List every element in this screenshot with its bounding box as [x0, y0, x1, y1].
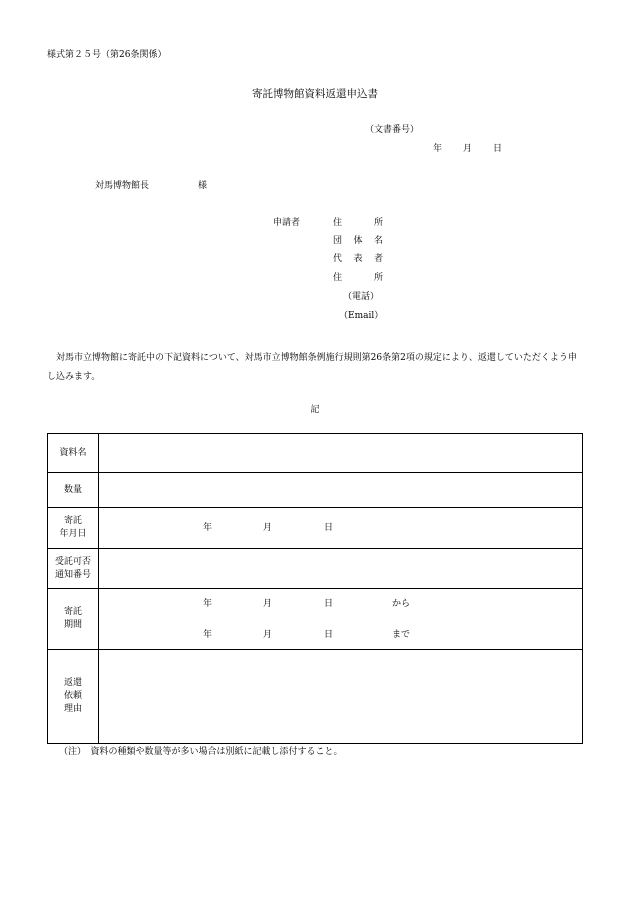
issue-date-year: 年 [433, 144, 443, 154]
return-reason-label-line: 依頼 [63, 691, 82, 701]
table-row [48, 589, 583, 650]
deposit-period-label [48, 589, 99, 650]
applicant-rep-address-char: 所 [373, 273, 383, 283]
table-row [48, 650, 583, 744]
period-to-day: 日 [324, 630, 334, 640]
period-from-day: 日 [324, 599, 334, 609]
form-number: 様式第２５号（第26条関係） [47, 50, 167, 60]
applicant-representative-char: 者 [373, 254, 383, 264]
quantity-cell[interactable] [99, 473, 583, 508]
applicant-address-field [333, 219, 383, 228]
issue-date-month: 月 [463, 144, 473, 154]
applicant-phone-label: （電話） [343, 292, 380, 302]
deposit-date-label [48, 508, 99, 549]
deposit-date-day: 日 [324, 523, 334, 533]
footnote: （注） 資料の種類や数量等が多い場合は別紙に記載し添付すること。 [59, 747, 343, 757]
notice-number-label-line: 通知番号 [54, 569, 91, 580]
period-from-month: 月 [263, 599, 273, 609]
notice-number-label-line: 受託可否 [54, 556, 91, 567]
return-request-table [47, 433, 583, 744]
material-name-cell[interactable] [99, 434, 583, 473]
document-number: （文書番号） [365, 125, 420, 135]
period-to-month: 月 [263, 630, 273, 640]
period-from-year: 年 [203, 599, 213, 609]
deposit-date-label-line: 年月日 [59, 529, 87, 539]
notice-number-label [48, 549, 99, 589]
applicant-address-char: 所 [373, 218, 383, 228]
addressee-honorific: 様 [198, 181, 208, 191]
applicant-rep-address-char: 住 [333, 273, 343, 283]
deposit-period-label-line: 期間 [63, 620, 82, 630]
applicant-org-name-char: 団 [333, 236, 343, 246]
return-reason-cell[interactable] [99, 650, 583, 744]
deposit-date-month: 月 [263, 523, 273, 533]
quantity-label: 数量 [48, 473, 99, 508]
applicant-representative-char: 代 [333, 254, 343, 264]
deposit-period-label-line: 寄託 [63, 607, 82, 617]
issue-date-day: 日 [493, 144, 503, 154]
applicant-representative-char: 表 [353, 254, 363, 264]
applicant-address-char: 住 [333, 218, 343, 228]
page-title: 寄託博物館資料返還申込書 [252, 88, 378, 100]
table-row [48, 508, 583, 549]
return-reason-label-line: 理由 [63, 704, 82, 714]
applicant-org-name-char: 名 [373, 236, 383, 246]
addressee-name: 対馬博物館長 [95, 181, 150, 191]
deposit-date-cell[interactable] [99, 508, 583, 549]
applicant-org-name-field [333, 237, 383, 246]
notice-number-cell[interactable] [99, 549, 583, 589]
applicant-label: 申請者 [273, 218, 301, 228]
request-statement: 対馬市立博物館に寄託中の下記資料について、対馬市立博物館条例施行規則第26条第2項の規定により、返還していただくよう申し込みます。 [47, 353, 577, 382]
material-name-label: 資料名 [48, 434, 99, 473]
table-row [48, 549, 583, 589]
deposit-date-label-line: 寄託 [63, 516, 82, 526]
deposit-period-cell[interactable] [99, 589, 583, 650]
return-reason-label [48, 650, 99, 744]
ki-heading: 記 [310, 405, 320, 415]
period-to-suffix: まで [392, 630, 411, 640]
period-to-year: 年 [203, 630, 213, 640]
return-reason-label-line: 返還 [63, 678, 82, 688]
applicant-email-label: （Email） [339, 311, 384, 321]
period-from-suffix: から [392, 599, 411, 609]
table-row [48, 473, 583, 508]
deposit-date-year: 年 [203, 523, 213, 533]
applicant-org-name-char: 体 [353, 236, 363, 246]
applicant-representative-field [333, 255, 383, 264]
table-row [48, 434, 583, 473]
applicant-rep-address-field [333, 274, 383, 283]
